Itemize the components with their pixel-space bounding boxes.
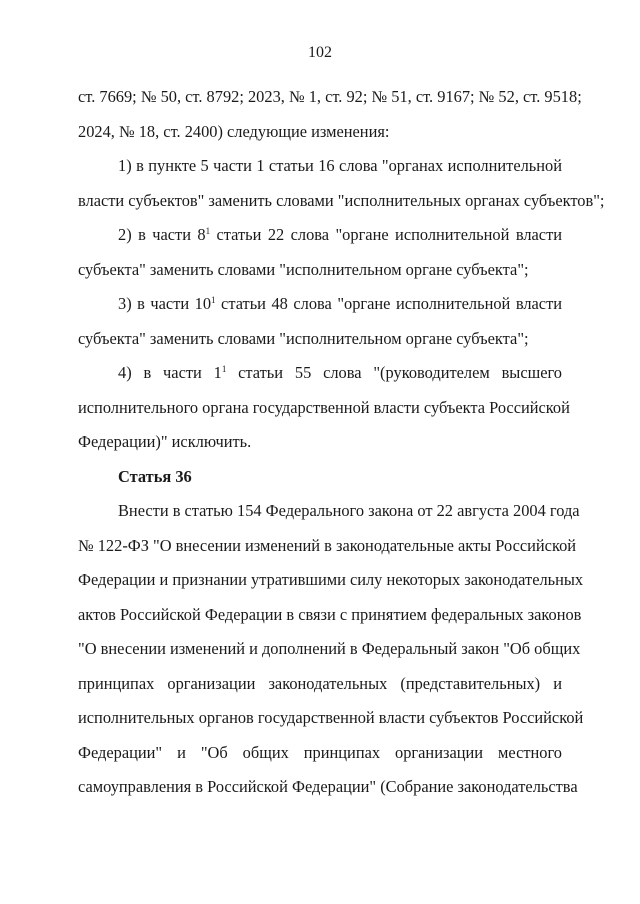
text-line: Федерации и признании утратившими силу некоторых законодательных: [78, 570, 584, 589]
superscript: 1: [221, 364, 227, 374]
article-paragraph: [78, 494, 584, 805]
text-fragment: 3) в части 10: [118, 294, 212, 313]
text-line: 1) в пункте 5 части 1 статьи 16 слова "органах исполнительной: [118, 156, 562, 175]
text-line: Федерации)" исключить.: [78, 432, 252, 451]
intro-paragraph: [78, 80, 582, 149]
superscript: 1: [205, 226, 211, 236]
text-line: актов Российской Федерации в связи с принятием федеральных законов: [78, 604, 582, 624]
list-item-3: [78, 287, 562, 356]
article-heading: Статья 36: [118, 466, 192, 486]
text-line: № 122-ФЗ "О внесении изменений в законодательные акты Российской: [78, 535, 577, 555]
list-item-4: [78, 356, 570, 460]
text-line: [78, 356, 562, 391]
list-item-1: [78, 149, 605, 218]
text-fragment: статьи 55 слова "(руководителем высшего: [226, 363, 563, 382]
text-line: субъекта" заменить словами "исполнительном органе субъекта";: [78, 328, 529, 348]
list-item-2: [78, 218, 562, 287]
text-fragment: статьи 22 слова "органе исполнительной власти: [210, 225, 562, 244]
text-line: ст. 7669; № 50, ст. 8792; 2023, № 1, ст. 92; № 51, ст. 9167; № 52, ст. 9518;: [78, 87, 582, 106]
document-body: [78, 80, 605, 805]
text-fragment: 4) в части 1: [118, 363, 222, 382]
text-line: Федерации" и "Об общих принципах организации местного: [78, 742, 562, 762]
text-line: "О внесении изменений и дополнений в Федеральный закон "Об общих: [78, 639, 581, 658]
page-number: 102: [308, 44, 332, 61]
text-line: [78, 287, 562, 322]
text-line: исполнительных органов государственной власти субъектов Российской: [78, 708, 584, 727]
text-line: самоуправления в Российской Федерации" (Собрание законодательства: [78, 777, 578, 796]
text-line: субъекта" заменить словами "исполнительном органе субъекта";: [78, 259, 529, 279]
text-line: принципах организации законодательных (представительных) и: [78, 673, 562, 693]
text-line: исполнительного органа государственной власти субъекта Российской: [78, 397, 570, 417]
text-line: власти субъектов" заменить словами "исполнительных органах субъектов";: [78, 190, 605, 210]
text-line: [78, 218, 562, 253]
text-fragment: статьи 48 слова "органе исполнительной власти: [215, 294, 562, 313]
text-line: 2024, № 18, ст. 2400) следующие изменения:: [78, 121, 390, 141]
text-line: Внести в статью 154 Федерального закона от 22 августа 2004 года: [118, 501, 580, 520]
text-fragment: 2) в части 8: [118, 225, 206, 244]
superscript: 1: [211, 295, 216, 305]
